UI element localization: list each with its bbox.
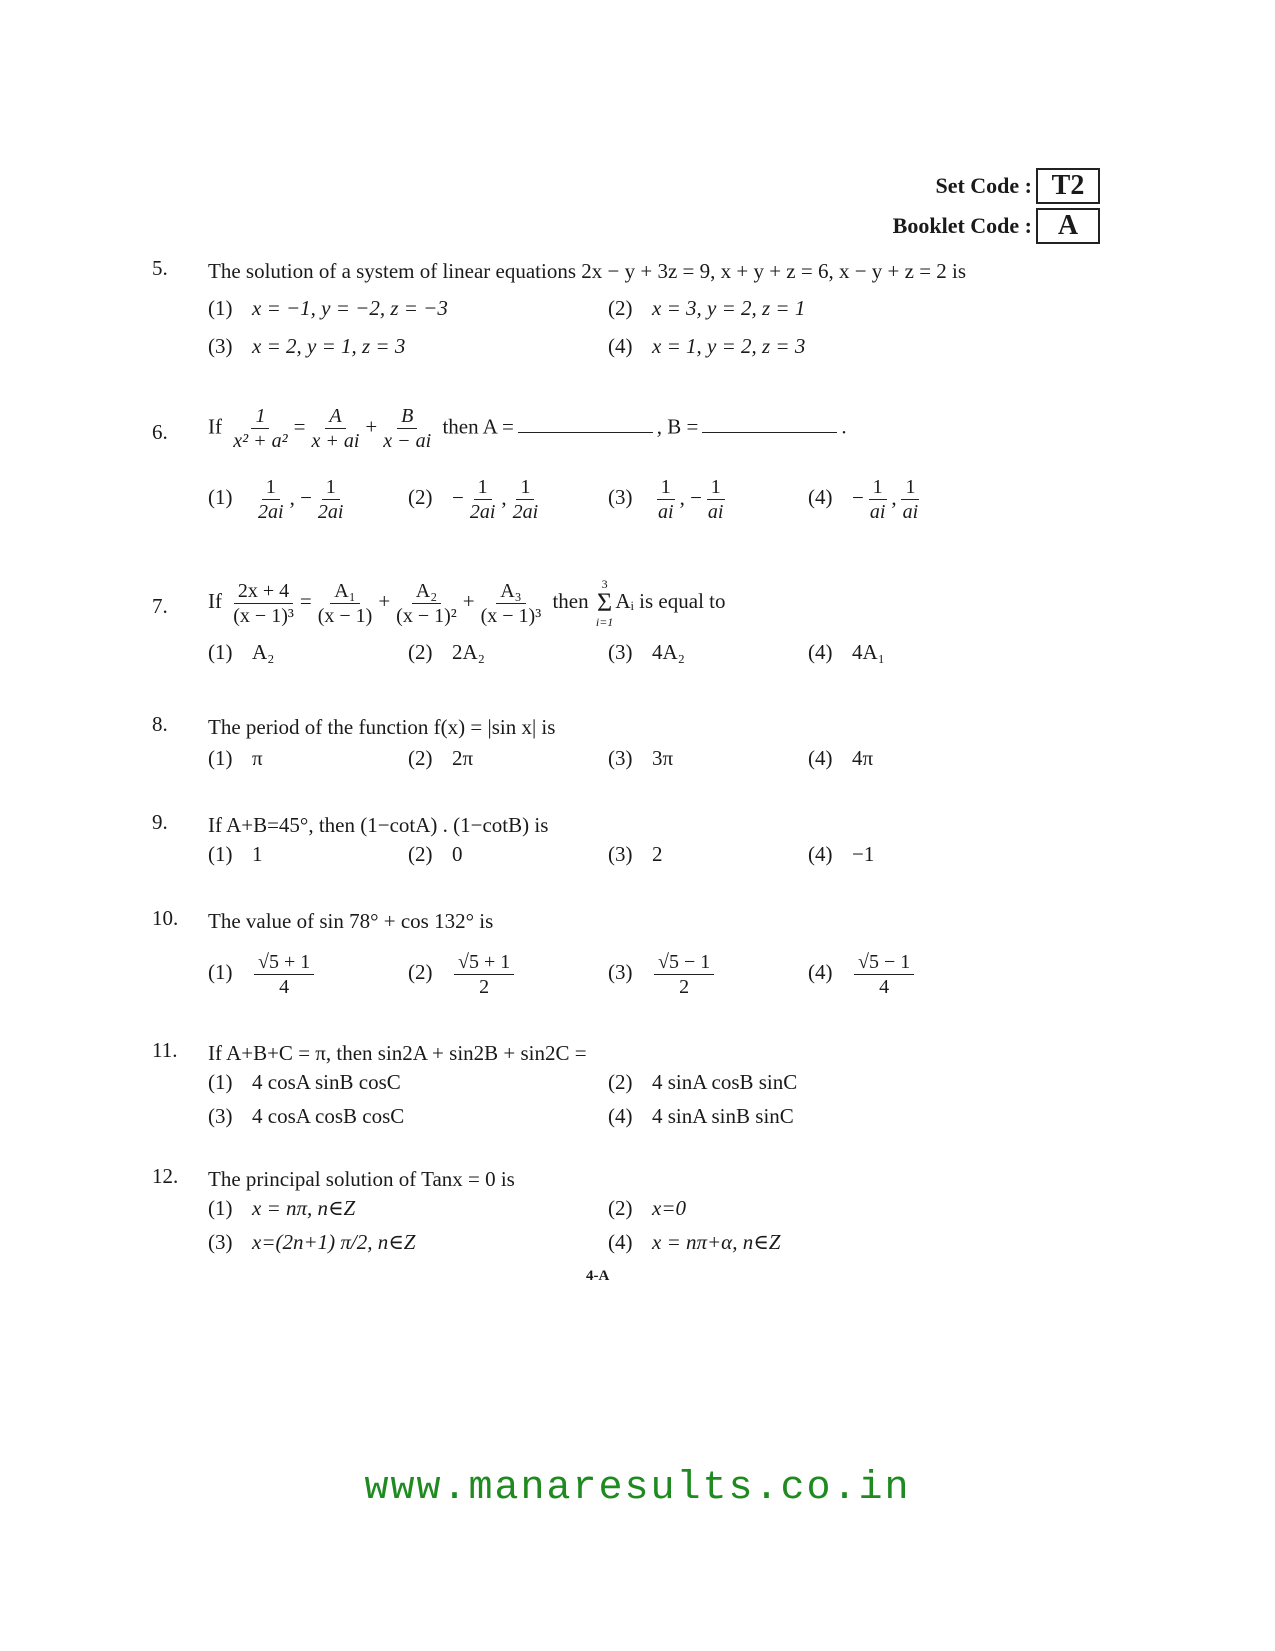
sigma-symbol: Σ	[597, 588, 613, 617]
if-word: If	[208, 588, 222, 613]
option-fraction-a	[466, 475, 500, 524]
summation	[596, 578, 613, 628]
denominator: 4	[279, 976, 290, 998]
options	[208, 840, 1092, 880]
option-4	[808, 950, 916, 999]
lhs-denominator: (x − 1)³	[233, 604, 294, 627]
option-label: (1)	[208, 1070, 233, 1094]
question-text: The solution of a system of linear equations 2x − y + 3z = 9, x + y + z = 6, x − y + z = 2 is	[208, 259, 967, 283]
options	[208, 1194, 1092, 1264]
option-label: (2)	[408, 485, 433, 510]
option-4	[808, 640, 885, 665]
option-fraction	[654, 950, 714, 999]
term3-denominator: (x − 1)³	[480, 604, 542, 627]
term1-fraction	[314, 579, 377, 628]
option-label: (1)	[208, 960, 233, 985]
end-period: .	[841, 414, 847, 439]
option-label: (3)	[208, 1230, 233, 1254]
option-separator: , −	[289, 485, 312, 510]
option-label: (1)	[208, 1196, 233, 1220]
option-label: (2)	[608, 296, 633, 320]
sum-upper-limit: 3	[601, 577, 608, 591]
denominator: 2ai	[512, 501, 539, 523]
then-text: then	[552, 588, 589, 613]
lhs-numerator: 1	[251, 404, 269, 429]
tail-text: is equal to	[639, 588, 726, 613]
b-text: , B =	[656, 414, 699, 439]
then-text: then A =	[442, 414, 514, 439]
numerator: √5 + 1	[454, 950, 514, 975]
denominator: 2ai	[258, 501, 284, 523]
option-label: (2)	[408, 960, 433, 985]
plus-sign-2: +	[462, 588, 475, 613]
option-label: (1)	[208, 746, 233, 770]
option-prefix: −	[452, 485, 464, 510]
question-12	[152, 1164, 1092, 1264]
option-1	[208, 950, 316, 999]
blank-b	[702, 432, 837, 433]
option-text: x=0	[652, 1196, 686, 1220]
option-fraction-a	[866, 475, 890, 524]
option-label: (4)	[608, 334, 633, 358]
option-text: x = 2, y = 1, z = 3	[252, 334, 406, 358]
option-text: x = 3, y = 2, z = 1	[652, 296, 806, 320]
term2-denominator: (x − 1)²	[396, 604, 457, 627]
option-2	[608, 1070, 797, 1095]
option-text: 4 cosA cosB cosC	[252, 1104, 405, 1128]
option-4	[808, 842, 874, 867]
option-label: (3)	[608, 485, 633, 510]
option-fraction	[254, 950, 314, 999]
option-separator: ,	[891, 485, 897, 510]
equals-sign: =	[293, 414, 306, 439]
option-prefix: −	[852, 485, 864, 510]
option-4	[608, 1230, 780, 1255]
question-number: 7.	[152, 594, 168, 618]
option-label: (1)	[208, 640, 233, 664]
option-label: (4)	[808, 746, 833, 770]
option-separator: , −	[679, 485, 702, 510]
option-label: (3)	[608, 640, 633, 664]
option-text: 4π	[852, 746, 874, 770]
numerator: 1	[262, 475, 280, 500]
option-fraction-b	[509, 475, 543, 524]
term2-fraction	[392, 579, 461, 628]
option-label: (1)	[208, 842, 233, 866]
option-label: (2)	[408, 640, 433, 664]
option-text: x = nπ+α, n∈Z	[652, 1230, 781, 1254]
term2-numerator: A₂	[412, 579, 441, 604]
option-fraction	[854, 950, 914, 999]
question-text: If A+B+C = π, then sin2A + sin2B + sin2C =	[208, 1041, 587, 1065]
question-number: 12.	[152, 1164, 179, 1188]
question-11	[152, 1038, 1092, 1138]
option-1	[208, 640, 275, 665]
lhs-fraction	[229, 579, 298, 628]
option-label: (4)	[608, 1230, 633, 1254]
options	[208, 286, 1092, 366]
option-3	[608, 950, 716, 999]
term3-fraction	[477, 579, 546, 628]
term2-fraction	[379, 404, 435, 453]
option-label: (4)	[808, 842, 833, 866]
term2-numerator: B	[397, 404, 417, 429]
options	[208, 742, 1092, 782]
option-fraction	[454, 950, 514, 999]
option-text: A₂	[252, 640, 275, 664]
lhs-denominator: x² + a²	[233, 430, 288, 452]
option-label: (4)	[808, 640, 833, 664]
set-code-row	[893, 166, 1100, 206]
option-1	[208, 746, 263, 771]
sum-lower-limit: i=1	[595, 615, 614, 629]
question-number: 5.	[152, 256, 168, 280]
question-8	[152, 712, 1092, 782]
term2-denominator: x − ai	[383, 430, 432, 452]
denominator: 4	[879, 976, 890, 998]
blank-a	[518, 432, 653, 433]
option-text: x=(2n+1) π/2, n∈Z	[252, 1230, 416, 1254]
option-fraction-a	[654, 475, 678, 524]
set-code-value: T2	[1036, 168, 1100, 204]
option-text: 2	[652, 842, 663, 866]
numerator: 1	[322, 475, 340, 500]
set-code-label: Set Code :	[935, 173, 1032, 198]
denominator: ai	[902, 501, 919, 523]
denominator: ai	[707, 501, 724, 523]
question-10	[152, 906, 1092, 1006]
option-text: x = nπ, n∈Z	[252, 1196, 356, 1220]
question-7	[152, 578, 1092, 672]
question-6	[152, 404, 1092, 533]
option-2	[608, 296, 805, 321]
option-text: 4A₂	[652, 640, 685, 664]
numerator: 1	[474, 475, 492, 500]
numerator: √5 − 1	[854, 950, 914, 975]
sum-term: Aᵢ	[615, 588, 634, 613]
page-number: 4-A	[586, 1268, 610, 1284]
option-fraction-b	[899, 475, 923, 524]
option-text: 4 sinA sinB sinC	[652, 1104, 794, 1128]
denominator: 2ai	[469, 501, 496, 523]
option-label: (3)	[608, 960, 633, 985]
question-text: The value of sin 78° + cos 132° is	[208, 909, 494, 933]
option-text: x = −1, y = −2, z = −3	[252, 296, 448, 320]
equals-sign: =	[299, 588, 312, 613]
denominator: 2	[679, 976, 690, 998]
options	[208, 936, 1092, 1006]
term1-fraction	[307, 404, 363, 453]
options	[208, 628, 1092, 672]
if-word: If	[208, 414, 222, 439]
option-3	[208, 1104, 404, 1129]
question-text	[208, 578, 1092, 628]
term1-denominator: (x − 1)	[317, 604, 373, 627]
option-text: 4 cosA sinB cosC	[252, 1070, 401, 1094]
option-label: (3)	[608, 746, 633, 770]
option-text: −1	[852, 842, 875, 866]
question-number: 10.	[152, 906, 179, 930]
option-fraction-b	[704, 475, 728, 524]
option-label: (3)	[608, 842, 633, 866]
option-text: 3π	[652, 746, 674, 770]
option-label: (4)	[808, 960, 833, 985]
question-text: If A+B=45°, then (1−cotA) . (1−cotB) is	[208, 813, 549, 837]
option-label: (4)	[808, 485, 833, 510]
option-3	[208, 1230, 415, 1255]
denominator: 2	[479, 976, 490, 998]
option-3	[608, 746, 673, 771]
option-4	[608, 334, 805, 359]
option-4	[608, 1104, 794, 1129]
option-2	[408, 842, 463, 867]
question-number: 6.	[152, 420, 168, 444]
booklet-code-row	[893, 206, 1100, 246]
option-label: (2)	[608, 1070, 633, 1094]
numerator: 1	[657, 475, 675, 500]
option-label: (1)	[208, 485, 233, 510]
numerator: √5 − 1	[654, 950, 714, 975]
option-text: π	[252, 746, 263, 770]
option-text: 4A₁	[852, 640, 885, 664]
watermark-url[interactable]: www.manaresults.co.in	[364, 1466, 911, 1511]
term3-numerator: A₃	[496, 579, 525, 604]
option-label: (2)	[408, 746, 433, 770]
denominator: ai	[869, 501, 886, 523]
options	[208, 453, 1092, 533]
plus-sign: +	[365, 414, 378, 439]
booklet-code-value: A	[1036, 208, 1100, 244]
term1-numerator: A	[325, 404, 345, 429]
option-separator: ,	[501, 485, 507, 510]
booklet-code-label: Booklet Code :	[892, 213, 1032, 238]
option-2	[408, 475, 544, 524]
option-2	[408, 950, 516, 999]
option-text: x = 1, y = 2, z = 3	[652, 334, 806, 358]
plus-sign-1: +	[378, 588, 391, 613]
option-4	[808, 475, 924, 524]
question-number: 11.	[152, 1038, 178, 1062]
option-label: (3)	[208, 1104, 233, 1128]
question-5	[152, 256, 1092, 366]
denominator: 2ai	[317, 501, 344, 523]
option-fraction-a	[254, 475, 288, 524]
option-2	[608, 1196, 686, 1221]
denominator: ai	[658, 501, 674, 523]
question-text: The period of the function f(x) = |sin x| is	[208, 715, 556, 739]
lhs-numerator: 2x + 4	[234, 579, 293, 604]
lhs-fraction	[229, 404, 291, 453]
option-text: 0	[452, 842, 463, 866]
option-3	[208, 334, 405, 359]
option-3	[608, 475, 729, 524]
option-3	[608, 842, 663, 867]
numerator: 1	[516, 475, 534, 500]
option-text: 1	[252, 842, 263, 866]
term1-numerator: A₁	[330, 579, 359, 604]
option-label: (2)	[408, 842, 433, 866]
numerator: √5 + 1	[254, 950, 314, 975]
option-text: 4 sinA cosB sinC	[652, 1070, 798, 1094]
option-fraction-b	[314, 475, 348, 524]
option-2	[408, 640, 485, 665]
question-number: 8.	[152, 712, 168, 736]
option-3	[608, 640, 685, 665]
option-text: 2A₂	[452, 640, 485, 664]
option-1	[208, 1070, 401, 1095]
option-1	[208, 1196, 355, 1221]
option-1	[208, 475, 349, 524]
option-label: (4)	[608, 1104, 633, 1128]
numerator: 1	[869, 475, 887, 500]
question-text	[208, 404, 1092, 453]
question-number: 9.	[152, 810, 168, 834]
term1-denominator: x + ai	[311, 430, 360, 452]
numerator: 1	[707, 475, 725, 500]
option-label: (1)	[208, 296, 233, 320]
question-9	[152, 810, 1092, 880]
question-text: The principal solution of Tanx = 0 is	[208, 1167, 515, 1191]
exam-codes	[893, 166, 1100, 246]
options	[208, 1068, 1092, 1138]
option-2	[408, 746, 473, 771]
option-4	[808, 746, 873, 771]
option-label: (3)	[208, 334, 233, 358]
option-1	[208, 296, 448, 321]
numerator: 1	[901, 475, 919, 500]
option-label: (2)	[608, 1196, 633, 1220]
option-text: 2π	[452, 746, 474, 770]
option-1	[208, 842, 263, 867]
